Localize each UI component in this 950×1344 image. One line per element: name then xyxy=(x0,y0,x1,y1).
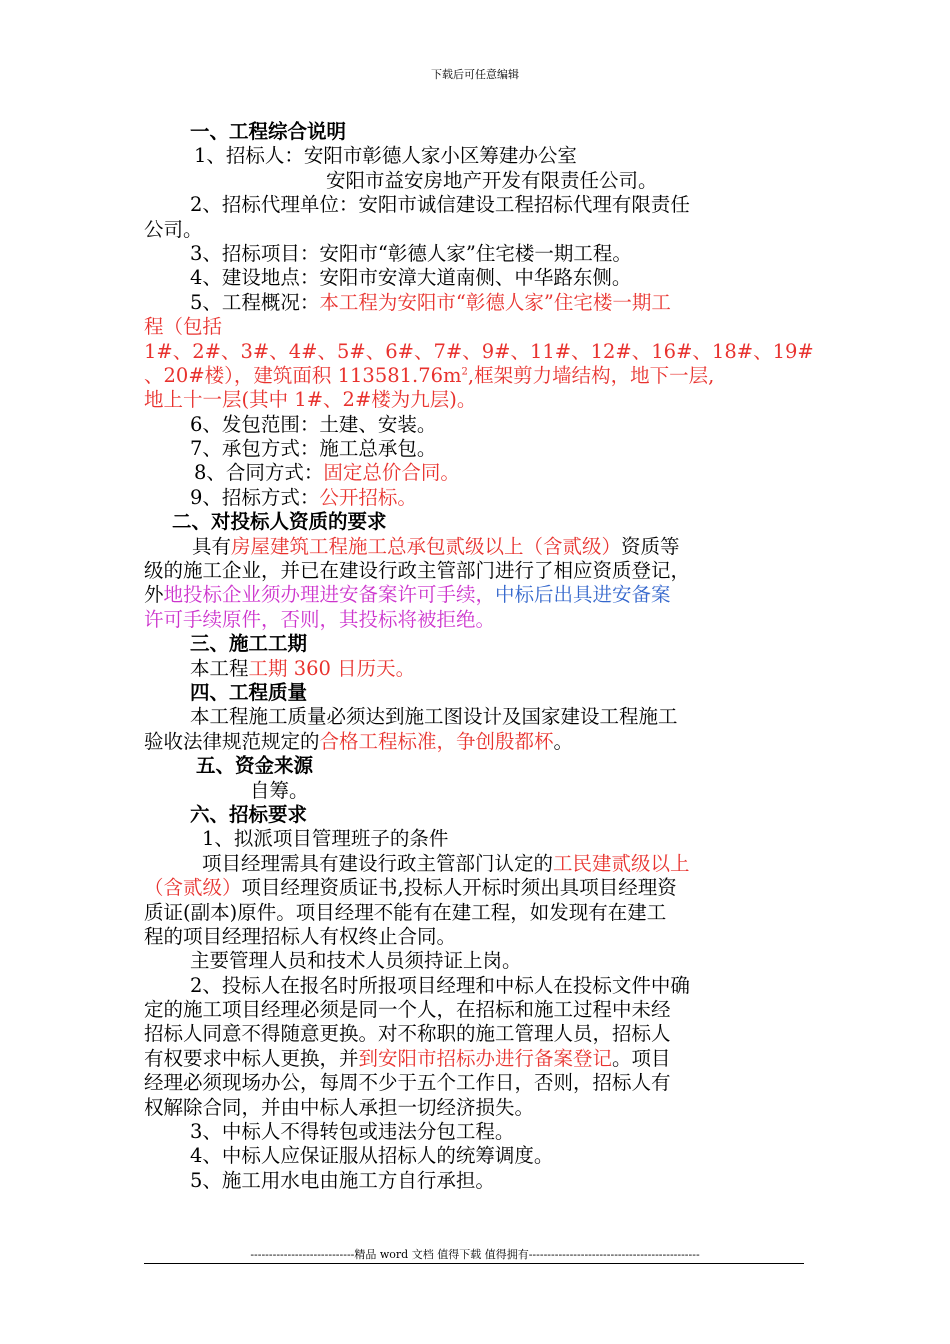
s1-line: 6、发包范围：土建、安装。 xyxy=(190,412,437,436)
s1-line xyxy=(144,364,812,388)
s6-highlight: （含贰级） xyxy=(144,876,242,900)
s4-line xyxy=(144,730,812,754)
s6-text: 。项目 xyxy=(612,1046,671,1070)
s6-line: 定的施工项目经理必须是同一个人，在招标和施工过程中未经 xyxy=(144,998,671,1022)
page-footer: ----------------------------精品 word 文档 值得下载 值得拥有---------------------------------------------- xyxy=(250,1248,700,1261)
s6-line: 4、中标人应保证服从招标人的统筹调度。 xyxy=(190,1144,554,1168)
s1-line: 2、招标代理单位：安阳市诚信建设工程招标代理有限责任 xyxy=(190,193,690,217)
s6-highlight: 工民建贰级以上 xyxy=(553,851,690,875)
s1-text: ,框架剪力墙结构，地下一层, xyxy=(467,363,715,387)
s2-line xyxy=(144,583,812,607)
section-5-title: 五、资金来源 xyxy=(196,754,314,778)
s2-text: 外 xyxy=(144,583,164,607)
s3-line xyxy=(144,657,812,681)
s1-text: 8、合同方式： xyxy=(194,461,324,485)
s1-line: 1#、2#、3#、4#、5#、6#、7#、9#、11#、12#、16#、18#、19# xyxy=(144,339,814,363)
s2-line: 许可手续原件，否则，其投标将被拒绝。 xyxy=(144,607,496,631)
superscript: 2 xyxy=(461,366,468,378)
s6-line: 经理必须现场办公，每周不少于五个工作日，否则，招标人有 xyxy=(144,1071,671,1095)
footer-rule xyxy=(144,1263,804,1264)
s6-text: 项目经理需具有建设行政主管部门认定的 xyxy=(202,851,554,875)
s6-line: 2、投标人在报名时所报项目经理和中标人在投标文件中确 xyxy=(190,973,690,997)
s1-line xyxy=(144,486,812,510)
section-3-title: 三、施工工期 xyxy=(190,632,308,656)
s6-text: 有权要求中标人更换，并 xyxy=(144,1046,359,1070)
s1-line: 公司。 xyxy=(144,217,203,241)
s6-line: 5、施工用水电由施工方自行承担。 xyxy=(190,1168,495,1192)
s1-highlight: 公开招标。 xyxy=(319,485,417,509)
s6-line: 权解除合同，并由中标人承担一切经济损失。 xyxy=(144,1095,535,1119)
s1-line: 安阳市益安房地产开发有限责任公司。 xyxy=(326,168,658,192)
s1-line: 程（包括 xyxy=(144,315,223,339)
section-1-title: 一、工程综合说明 xyxy=(190,120,347,143)
s3-highlight: 工期 360 日历天。 xyxy=(248,656,416,680)
s1-line: 4、建设地点：安阳市安漳大道南侧、中华路东侧。 xyxy=(190,266,632,290)
s1-line: 3、招标项目：安阳市“彰德人家”住宅楼一期工程。 xyxy=(190,241,632,265)
s6-line: 招标人同意不得随意更换。对不称职的施工管理人员，招标人 xyxy=(144,1022,671,1046)
s6-line xyxy=(144,1047,812,1071)
s4-line: 本工程施工质量必须达到施工图设计及国家建设工程施工 xyxy=(190,705,678,729)
s4-highlight: 合格工程标准，争创殷都杯 xyxy=(319,729,554,753)
s6-line: 主要管理人员和技术人员须持证上岗。 xyxy=(190,949,522,973)
section-2-title: 二、对投标人资质的要求 xyxy=(172,510,387,534)
s2-text: 具有 xyxy=(192,534,232,558)
s1-line xyxy=(144,461,812,485)
s4-text: 验收法律规范规定的 xyxy=(144,729,320,753)
s1-text: 、20#楼），建筑面积 113581.76m xyxy=(144,363,462,387)
s2-line: 级的施工企业，并已在建设行政主管部门进行了相应资质登记， xyxy=(144,559,691,583)
s1-line: 7、承包方式：施工总承包。 xyxy=(190,437,437,461)
page-header: 下载后可任意编辑 xyxy=(431,68,519,81)
s2-highlight: 中标后出具进安备案 xyxy=(495,583,671,607)
s1-text: 5、工程概况： xyxy=(190,290,320,314)
s2-line xyxy=(144,535,812,559)
s6-line xyxy=(144,876,812,900)
s6-highlight: 到安阳市招标办进行备案登记 xyxy=(358,1046,613,1070)
s2-text: 资质等 xyxy=(621,534,680,558)
s6-line: 程的项目经理招标人有权终止合同。 xyxy=(144,924,457,948)
s1-line: 1、招标人：安阳市彰德人家小区筹建办公室 xyxy=(194,144,577,168)
s1-text: 9、招标方式： xyxy=(190,485,320,509)
s2-highlight: 房屋建筑工程施工总承包贰级以上（含贰级） xyxy=(231,534,622,558)
section-4-title: 四、工程质量 xyxy=(190,680,308,704)
s6-line xyxy=(144,852,812,876)
s1-line xyxy=(144,291,812,315)
s1-highlight: 本工程为安阳市“彰德人家”住宅楼一期工 xyxy=(319,290,671,314)
s1-line: 地上十一层(其中 1#、2#楼为九层)。 xyxy=(144,388,477,412)
document-body xyxy=(144,120,812,1193)
s6-text: 项目经理资质证书,投标人开标时须出具项目经理资 xyxy=(241,876,677,900)
s2-highlight: 地投标企业须办理进安备案许可手续， xyxy=(163,583,496,607)
s5-line: 自筹。 xyxy=(250,778,309,802)
s6-line: 质证(副本)原件。项目经理不能有在建工程，如发现有在建工 xyxy=(144,900,667,924)
s6-line: 3、中标人不得转包或违法分包工程。 xyxy=(190,1120,515,1144)
s6-line: 1、拟派项目管理班子的条件 xyxy=(202,827,449,851)
section-6-title: 六、招标要求 xyxy=(190,802,308,826)
s4-text: 。 xyxy=(553,729,574,753)
s3-text: 本工程 xyxy=(190,656,249,680)
s1-highlight: 固定总价合同。 xyxy=(323,461,460,485)
